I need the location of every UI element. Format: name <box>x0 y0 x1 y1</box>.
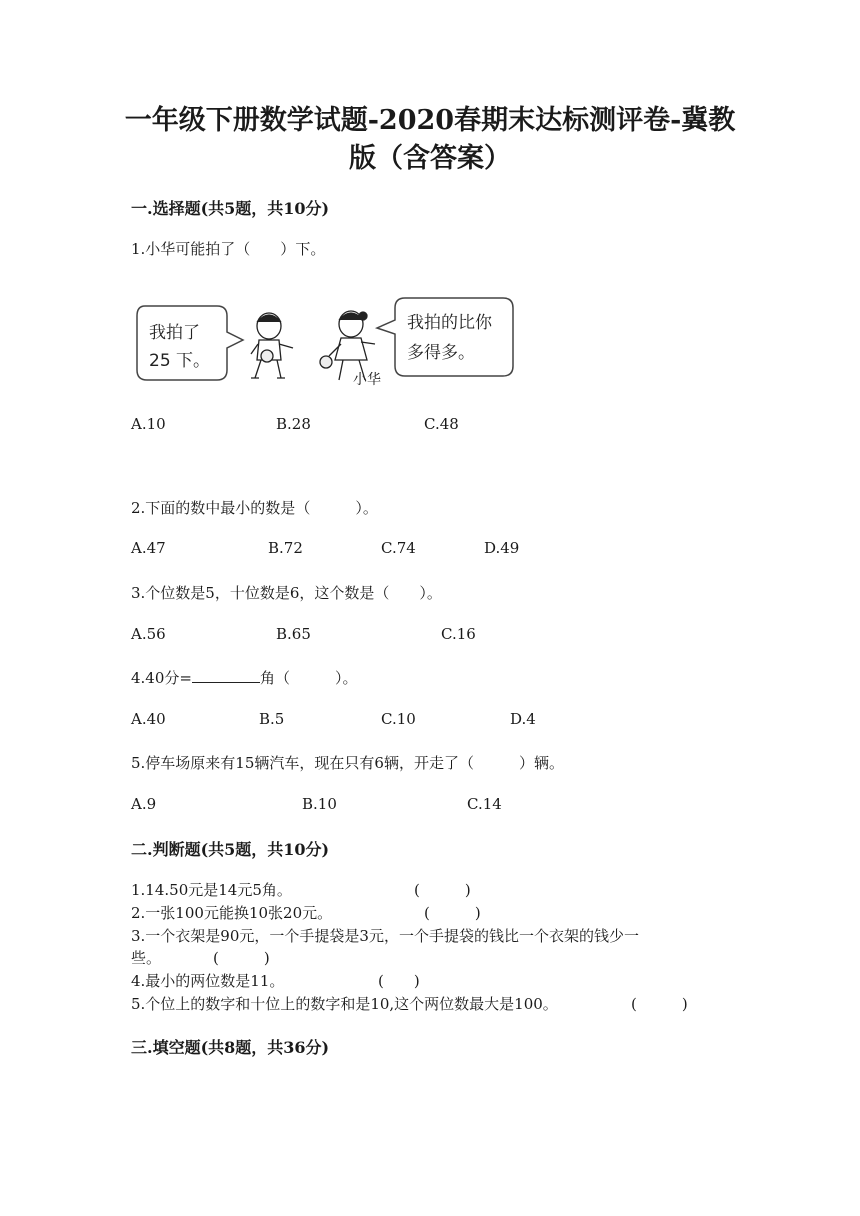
q4-text-before: 4.40分= <box>131 669 192 687</box>
left-bubble-line-1: 我拍了 <box>149 323 200 343</box>
question-1: 1.小华可能拍了（ ）下。 <box>131 240 326 258</box>
q2-option-d: D.49 <box>484 539 520 557</box>
right-bubble-line-1: 我拍的比你 <box>407 313 492 333</box>
tf-item-5-paren: ( ) <box>631 995 688 1013</box>
q4-answer-blank <box>192 668 260 683</box>
q1-option-a: A.10 <box>131 415 166 433</box>
question-1-illustration <box>131 286 521 396</box>
q3-option-c: C.16 <box>441 625 476 643</box>
q3-option-a: A.56 <box>131 625 166 643</box>
tf-item-2: 2.一张100元能换10张20元。 ( ) <box>131 904 481 922</box>
q4-option-d: D.4 <box>510 710 536 728</box>
girl-name-label: 小华 <box>353 372 381 388</box>
question-2: 2.下面的数中最小的数是（ ）。 <box>131 499 378 517</box>
girl-dribbling-icon <box>320 311 375 380</box>
q2-option-c: C.74 <box>381 539 416 557</box>
section-heading-true-false: 二.判断题(共5题，共10分) <box>131 840 330 859</box>
q2-option-b: B.72 <box>268 539 303 557</box>
tf-item-5: 5.个位上的数字和十位上的数字和是10,这个两位数最大是100。 ( ) <box>131 995 688 1013</box>
question-3: 3.个位数是5，十位数是6，这个数是（ ）。 <box>131 584 442 602</box>
left-bubble-line-2: 25 下。 <box>149 351 211 371</box>
section-heading-choice: 一.选择题(共5题，共10分) <box>131 199 330 218</box>
tf-item-2-paren: ( ) <box>424 904 481 922</box>
q5-option-b: B.10 <box>302 795 337 813</box>
tf-item-1-paren: ( ) <box>414 881 471 899</box>
tf-item-4-paren: ( ) <box>378 972 420 990</box>
q5-option-c: C.14 <box>467 795 502 813</box>
tf-item-3-paren: ( ) <box>213 949 270 967</box>
right-speech-bubble <box>377 298 513 376</box>
title-line-1: 一年级下册数学试题-2020春期末达标测评卷-冀教 <box>124 105 736 136</box>
tf-item-3-cont: 些。 ( ) <box>131 949 270 967</box>
section-heading-fill-in: 三.填空题(共8题，共36分) <box>131 1038 330 1057</box>
tf-item-4: 4.最小的两位数是11。 ( ) <box>131 972 420 990</box>
document-title <box>110 102 750 178</box>
q4-option-b: B.5 <box>259 710 285 728</box>
q4-text-after: 角（ ）。 <box>259 669 358 687</box>
question-4 <box>131 667 357 688</box>
q4-option-c: C.10 <box>381 710 416 728</box>
question-5: 5.停车场原来有15辆汽车，现在只有6辆，开走了（ ）辆。 <box>131 754 564 772</box>
tf-item-1: 1.14.50元是14元5角。 ( ) <box>131 881 471 899</box>
right-bubble-line-2: 多得多。 <box>407 343 475 363</box>
q2-option-a: A.47 <box>131 539 166 557</box>
boy-dribbling-icon <box>251 313 293 378</box>
q3-option-b: B.65 <box>276 625 311 643</box>
q5-option-a: A.9 <box>131 795 157 813</box>
q1-option-b: B.28 <box>276 415 311 433</box>
tf-item-3: 3.一个衣架是90元，一个手提袋是3元，一个手提袋的钱比一个衣架的钱少一 <box>131 927 639 945</box>
title-line-2: 版（含答案） <box>349 143 511 174</box>
q1-option-c: C.48 <box>424 415 459 433</box>
q4-option-a: A.40 <box>131 710 166 728</box>
